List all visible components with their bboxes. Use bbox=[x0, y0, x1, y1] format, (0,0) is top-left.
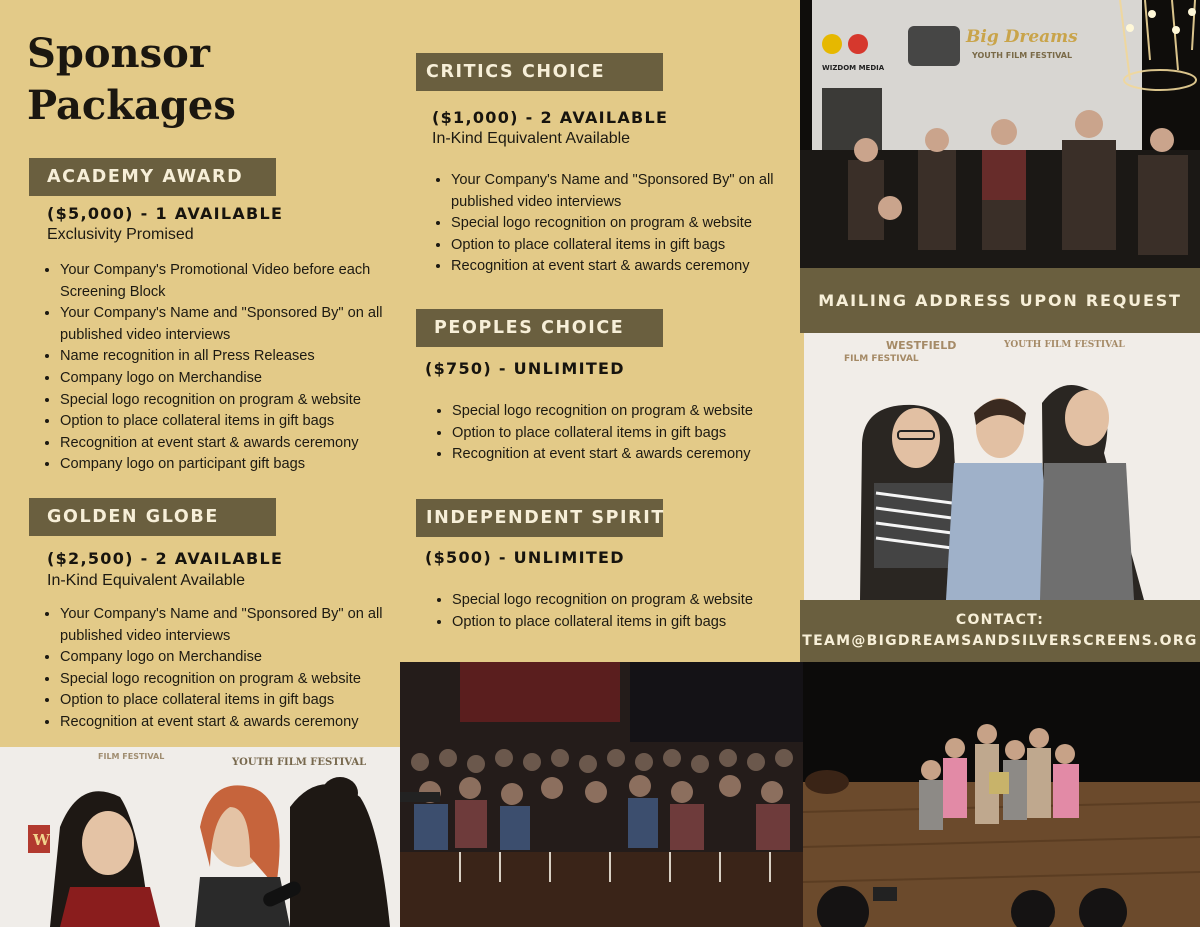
tier-critics-choice-price: ($1,000) - 2 AVAILABLE bbox=[432, 108, 669, 127]
tier-academy-award-price: ($5,000) - 1 AVAILABLE bbox=[47, 204, 284, 223]
benefit-item: • Special logo recognition on program & website bbox=[451, 213, 811, 235]
tier-independent-spirit-header: INDEPENDENT SPIRIT bbox=[416, 499, 663, 537]
tier-independent-spirit-benefits bbox=[421, 590, 822, 633]
tier-independent-spirit-price: ($500) - UNLIMITED bbox=[425, 548, 625, 567]
benefit-item: • Your Company's Name and "Sponsored By" on all published video interviews bbox=[60, 303, 420, 346]
tier-academy-award-benefits bbox=[29, 260, 420, 476]
tier-golden-globe-header: GOLDEN GLOBE bbox=[29, 498, 276, 536]
benefit-item: • Recognition at event start & awards ceremony bbox=[60, 433, 420, 455]
photo-interview bbox=[0, 747, 400, 927]
benefit-item: • Special logo recognition on program & website bbox=[452, 590, 822, 612]
photo-audience bbox=[400, 662, 803, 927]
contact-email: TEAM@BIGDREAMSANDSILVERSCREENS.ORG bbox=[802, 633, 1198, 649]
benefit-item: • Special logo recognition on program & website bbox=[60, 390, 420, 412]
westfield-backdrop-text: WESTFIELD bbox=[886, 339, 957, 352]
benefit-item: • Option to place collateral items in gift bags bbox=[452, 612, 822, 634]
benefit-item: • Option to place collateral items in gift bags bbox=[60, 411, 420, 433]
page-title-line2: Packages bbox=[27, 82, 236, 129]
big-dreams-logo-text: Big Dreams bbox=[966, 27, 1078, 47]
benefit-item: • Your Company's Name and "Sponsored By" on all published video interviews bbox=[451, 170, 811, 213]
youth-film-festival-backdrop-text: YOUTH FILM FESTIVAL bbox=[1004, 340, 1125, 350]
photo-stage-qa bbox=[800, 0, 1200, 268]
tier-peoples-choice-header: PEOPLES CHOICE bbox=[416, 309, 663, 347]
benefit-item: • Recognition at event start & awards ceremony bbox=[60, 712, 420, 734]
tier-critics-choice-header: CRITICS CHOICE bbox=[416, 53, 663, 91]
benefit-item: • Your Company's Promotional Video before each Screening Block bbox=[60, 260, 420, 303]
tier-golden-globe-note: In-Kind Equivalent Available bbox=[47, 572, 246, 589]
youth-film-festival-backdrop-text-2: YOUTH FILM FESTIVAL bbox=[232, 757, 367, 768]
benefit-item: • Option to place collateral items in gift bags bbox=[451, 235, 811, 257]
benefit-item: • Option to place collateral items in gift bags bbox=[60, 690, 420, 712]
contact-label: CONTACT: bbox=[955, 612, 1045, 628]
benefit-item: • Company logo on Merchandise bbox=[60, 368, 420, 390]
youth-film-festival-logo-text: YOUTH FILM FESTIVAL bbox=[972, 51, 1073, 60]
mailing-address-banner: MAILING ADDRESS UPON REQUEST bbox=[800, 268, 1200, 333]
svg-text:W: W bbox=[33, 831, 50, 849]
page-title bbox=[27, 28, 236, 132]
tier-peoples-choice-price: ($750) - UNLIMITED bbox=[425, 359, 625, 378]
tier-academy-award-note: Exclusivity Promised bbox=[47, 226, 194, 243]
benefit-item: • Recognition at event start & awards ceremony bbox=[451, 256, 811, 278]
benefit-item: • Option to place collateral items in gift bags bbox=[452, 423, 822, 445]
tier-golden-globe-price: ($2,500) - 2 AVAILABLE bbox=[47, 549, 284, 568]
wizdom-media-logo-text: WIZDOM MEDIA bbox=[822, 64, 885, 72]
photo-kids-trophy bbox=[803, 662, 1200, 927]
contact-banner bbox=[800, 600, 1200, 662]
tier-critics-choice-note: In-Kind Equivalent Available bbox=[432, 130, 631, 147]
film-festival-backdrop-text: FILM FESTIVAL bbox=[844, 354, 919, 364]
tier-critics-choice-benefits bbox=[420, 170, 811, 278]
benefit-item: • Recognition at event start & awards ceremony bbox=[452, 444, 822, 466]
benefit-item: • Company logo on participant gift bags bbox=[60, 454, 420, 476]
svg-text:FILM FESTIVAL: FILM FESTIVAL bbox=[98, 752, 165, 761]
tier-academy-award-header: ACADEMY AWARD bbox=[29, 158, 276, 196]
page-title-line1: Sponsor bbox=[27, 30, 210, 77]
benefit-item: • Special logo recognition on program & website bbox=[60, 669, 420, 691]
tier-golden-globe-benefits bbox=[29, 604, 420, 734]
benefit-item: • Special logo recognition on program & website bbox=[452, 401, 822, 423]
benefit-item: • Name recognition in all Press Releases bbox=[60, 346, 420, 368]
tier-peoples-choice-benefits bbox=[421, 401, 822, 466]
benefit-item: • Company logo on Merchandise bbox=[60, 647, 420, 669]
benefit-item: • Your Company's Name and "Sponsored By" on all published video interviews bbox=[60, 604, 420, 647]
photo-red-carpet-kids bbox=[804, 333, 1200, 600]
